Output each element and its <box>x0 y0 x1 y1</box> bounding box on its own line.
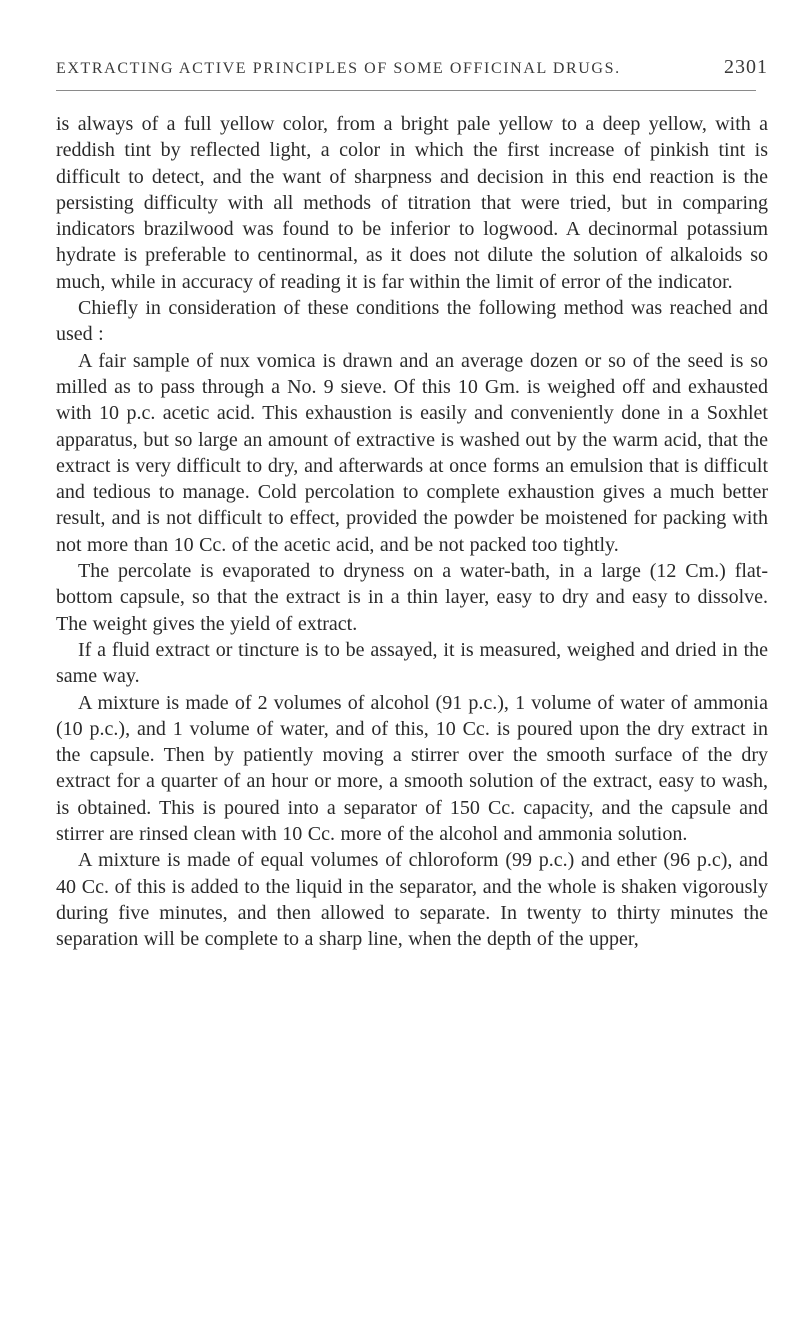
running-head <box>56 56 768 84</box>
paragraph-3: A fair sample of nux vomica is drawn and an average dozen or so of the seed is so milled as to pass through a No. 9 sieve. Of this 10 Gm. is weighed off and exhausted with 10 p.c. acetic acid. This exhaustion is easily and conveniently done in a Soxhlet apparatus, but so large an amount of extractive is washed out by the warm acid, that the extract is very difficult to dry, and afterwards at once forms an emulsion that is difficult and tedious to manage. Cold percolation to complete exhaustion gives a much better result, and is not difficult to effect, provided the powder be moistened for packing with not more than 10 Cc. of the acetic acid, and be not packed too tightly. <box>56 349 768 556</box>
paragraph-7: A mixture is made of equal volumes of chloroform (99 p.c.) and ether (96 p.c), and 40 Cc. of this is added to the liquid in the separator, and the whole is shaken vigorously during five minutes, and then allowed to separate. In twenty to thirty minutes the separation will be complete to a sharp line, when the depth of the upper, <box>56 849 768 951</box>
paragraph-2: Chiefly in consideration of these conditions the following method was reached and used : <box>56 297 768 346</box>
header-rule <box>56 90 756 91</box>
page <box>56 56 768 953</box>
body-text <box>56 111 768 953</box>
paragraph-4: The percolate is evaporated to dryness on a water-bath, in a large (12 Cm.) flat-bottom capsule, so that the extract is in a thin layer, easy to dry and easy to dissolve. The weight gives the yield of extract. <box>56 560 768 635</box>
paragraph-5: If a fluid extract or tincture is to be assayed, it is measured, weighed and dried in the same way. <box>56 638 768 688</box>
page-number: 2301 <box>724 56 768 78</box>
paragraph-6: A mixture is made of 2 volumes of alcohol (91 p.c.), 1 volume of water of ammonia (10 p.c.), and 1 volume of water, and of this, 10 Cc. is poured upon the dry extract in the capsule. Then by patiently moving a stirrer over the smooth surface of the dry extract for a quarter of an hour or more, a smooth solution of the extract, easy to wash, is obtained. This is poured into a separator of 150 Cc. capacity, and the capsule and stirrer are rinsed clean with 10 Cc. more of the alcohol and ammonia solution. <box>56 691 768 846</box>
running-head-title: EXTRACTING ACTIVE PRINCIPLES OF SOME OFFICINAL DRUGS. <box>56 60 621 77</box>
paragraph-1: is always of a full yellow color, from a bright pale yellow to a deep yellow, with a reddish tint by reflected light, a color in which the first increase of pinkish tint is difficult to detect, and the want of sharpness and decision in this end reaction is the persisting difficulty with all methods of titration that were tried, but in comparing indicators brazilwood was found to be inferior to logwood. A decinormal potassium hydrate is preferable to centinormal, as it does not dilute the solution of alkaloids so much, while in accuracy of reading it is far within the limit of error of the indicator. <box>56 113 768 293</box>
